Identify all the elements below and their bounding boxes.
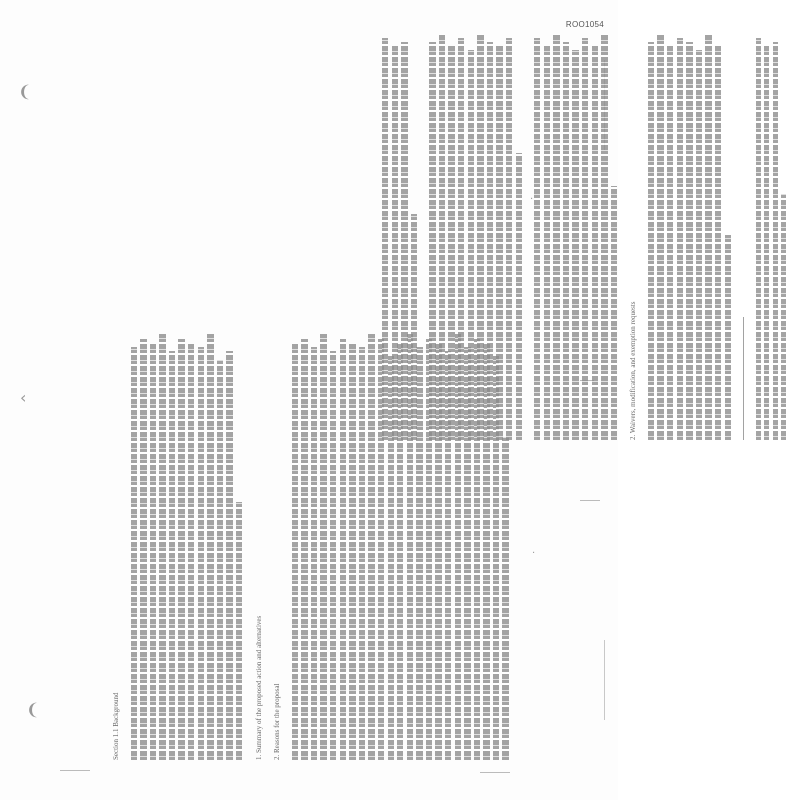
edge-mark [580, 500, 600, 501]
page-identifier: ROO1054 [565, 20, 604, 29]
section-heading: Section 1.1 Background [112, 692, 120, 760]
subheading-text: Waivers, modification, and exemption requests [629, 301, 638, 434]
margin-mark: · [532, 548, 536, 559]
edge-mark [480, 772, 510, 773]
edge-mark [604, 640, 605, 720]
subheading: 2. Reasons for the proposal [273, 683, 282, 760]
margin-mark: · [530, 194, 534, 205]
right-text-column [382, 30, 789, 440]
margin-mark: ❨ [18, 82, 32, 101]
margin-mark: ‹ [20, 388, 27, 407]
margin-mark: ❨ [26, 700, 40, 719]
edge-mark [60, 770, 90, 771]
section-number: 2. [629, 434, 638, 440]
subheading: 1. Summary of the proposed action and alternatives [254, 615, 263, 760]
subheading [629, 30, 639, 440]
